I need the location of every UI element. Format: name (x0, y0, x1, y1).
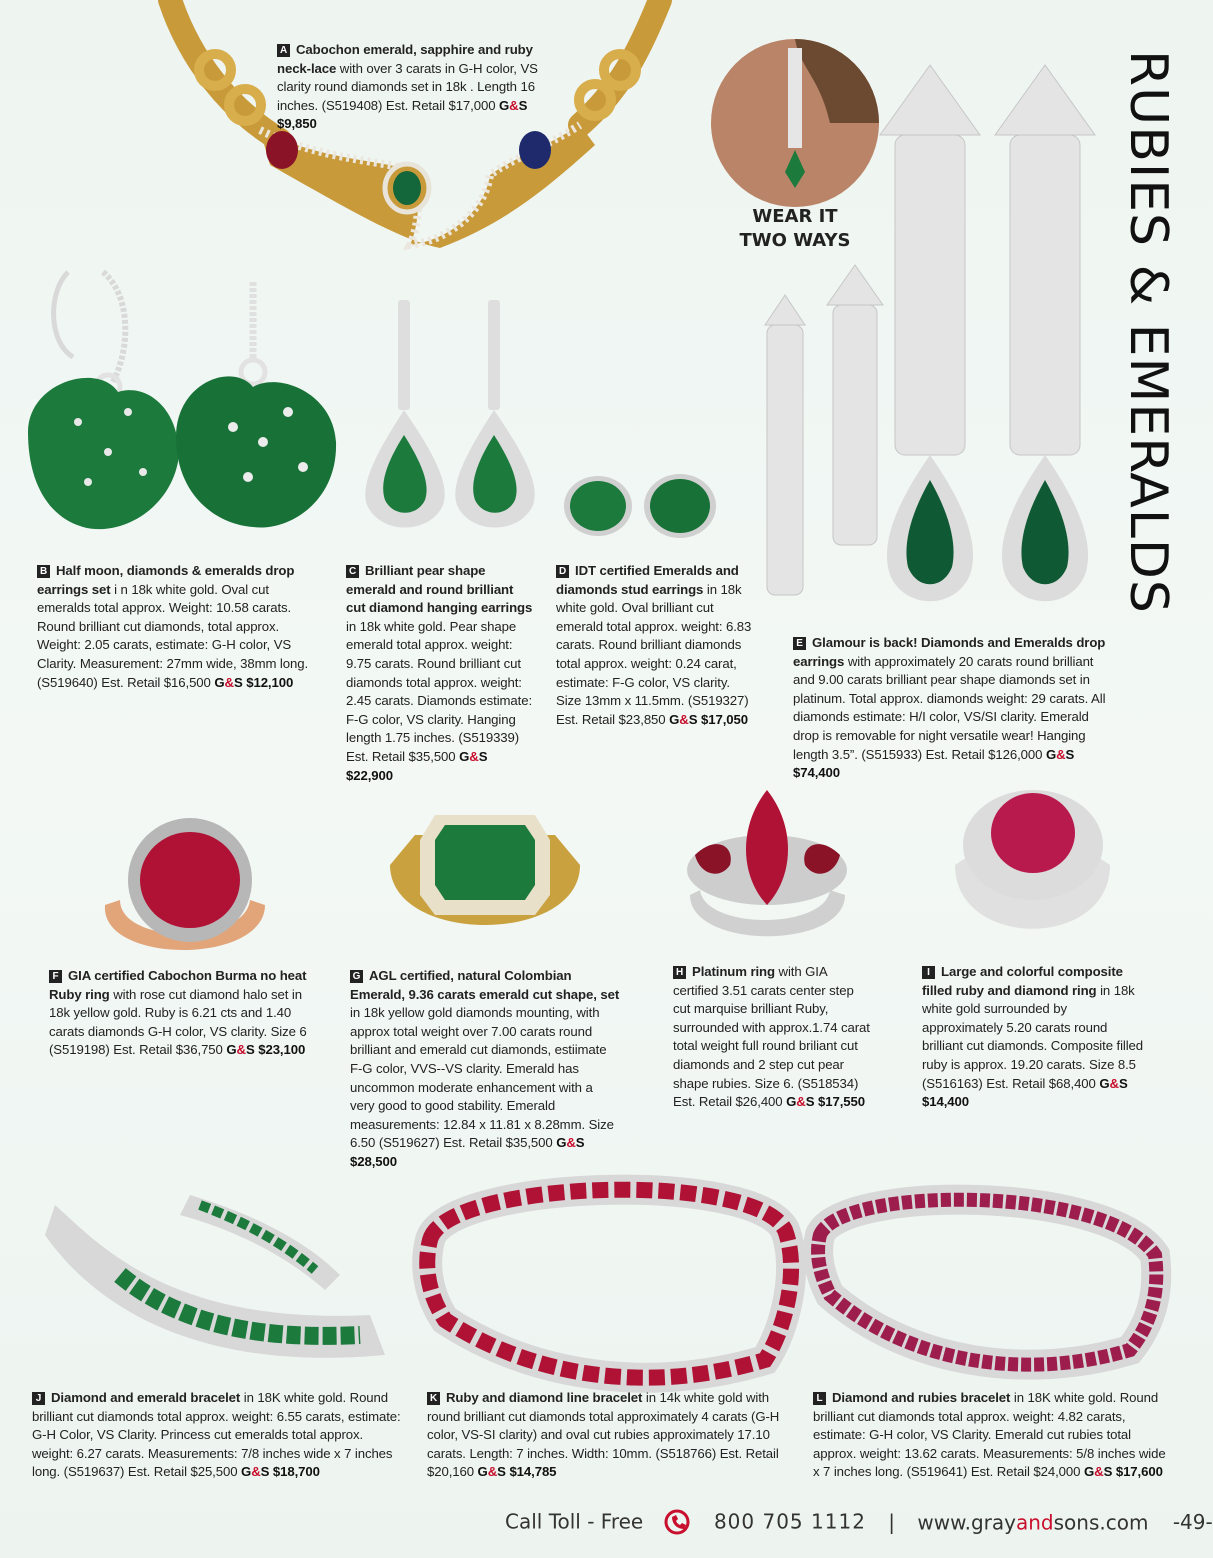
call-label: Call Toll - Free (505, 1509, 644, 1534)
item-e-description: E Glamour is back! Diamonds and Emeralds drop earrings with approximately 20 carats round brilliant and 9.00 carats brilliant pear shape diamonds set in platinum. Total approx. diamonds weight: 29 carats. All diamonds estimate: H/I color, VS/SI clarity. Emerald drop is removable for night versatile wear! Hanging length 3.5”. (S515933) Est. Retail $126,000 G&S $74,400 (793, 635, 1106, 781)
marquise-ruby-ring-image (665, 785, 865, 945)
rubies-bracelet-image (810, 1175, 1165, 1390)
item-j-description: J Diamond and emerald bracelet in 18K white gold. Round brilliant cut diamonds total approx. weight: 6.55 carats, estimate: G-H Color, VS Clarity. Princess cut emeralds total approx. weight: 6.27 carats. Measurements: 7/8 inches wide x 7 inches long. (S519637) Est. Retail $25,500 G&S $18,700 (32, 1390, 401, 1480)
item-d-description: D IDT certified Emeralds and diamonds stud earrings in 18k white gold. Oval brilliant cut emerald total approx. weight: 6.83 carats. Round brilliant diamonds total approx. weight: 0.24 carat, estimate: F-G color, VS clarity. Size 13mm x 11.5mm. (S519327) Est. Retail $23,850 G&S $17,050 (556, 563, 752, 727)
footer-separator: | (888, 1509, 896, 1534)
page-number: -49- (1172, 1509, 1213, 1534)
item-a-description: A Cabochon emerald, sapphire and ruby neck-lace with over 3 carats in G-H color, VS clarity round diamonds set in 18k . Length 16 inches. (S519408) Est. Retail $17,000 G&S $9,850 (277, 42, 538, 132)
item-g-description: G AGL certified, natural Colombian Emerald, 9.36 carats emerald cut shape, set in 18k yellow gold diamonds mounting, with approx total weight over 7.00 carats round brilliant and emerald cut diamonds, estiimate F-G color, VVS--VS clarity. Emerald has uncommon moderate enhancement with a very good to good stability. Emerald measurements: 12.84 x 11.81 x 8.28mm. Size 6.50 (S519627) Est. Retail $35,500 G&S $28,500 (350, 968, 620, 1169)
colombian-emerald-ring-image (385, 795, 585, 960)
item-b-description: B Half moon, diamonds & emeralds drop earrings set i n 18k white gold. Oval cut emeralds total approx. Weight: 10.58 carats. Round brilliant cut diamonds, total approx. Weight: 2.05 carats, estimate: G-H color, VS Clarity. Measurement: 27mm wide, 38mm long. (S519640) Est. Retail $16,500 G&S $12,100 (37, 563, 309, 690)
half-moon-earrings-image (18, 262, 338, 552)
ruby-line-bracelet-image (415, 1160, 800, 1390)
item-c-description: C Brilliant pear shape emerald and round brilliant cut diamond hanging earrings in 18k white gold. Pear shape emerald total approx. weight: 9.75 carats. Round brilliant cut diamonds total approx. weight: 2.45 carats. Diamonds estimate: F-G color, VS clarity. Hanging length 1.75 inches. (S519339) Est. Retail $35,500 G&S $22,900 (346, 563, 533, 783)
item-f-description: F GIA certified Cabochon Burma no heat Ruby ring with rose cut diamond halo set in 18k yellow gold. Ruby is 6.21 cts and 1.40 carats diamonds G-H color, VS clarity. Size 6 (S519198) Est. Retail $36,750 G&S $23,100 (49, 968, 307, 1058)
wear-it-two-ways-label: WEAR IT TWO WAYS (739, 206, 851, 251)
phone-number[interactable]: 800 705 1112 (713, 1509, 866, 1534)
item-h-description: H Platinum ring with GIA certified 3.51 carats center step cut marquise brilliant Ruby, surrounded with approx.1.74 carat total weight full round briliant cut diamonds and 2 step cut pear shape rubies. Size 6. (S518534) Est. Retail $26,400 G&S $17,550 (673, 964, 870, 1110)
website-link[interactable]: www.grayandsons.com (917, 1510, 1149, 1535)
stud-earrings-image (560, 470, 730, 540)
section-title: RUBIES & EMERALDS (1118, 50, 1178, 614)
composite-ruby-ring-image (945, 785, 1120, 955)
burma-ruby-ring-image (95, 815, 275, 965)
footer (505, 1508, 1213, 1538)
glamour-drop-earrings-image (745, 55, 1105, 615)
emerald-bracelet-image (40, 1175, 400, 1385)
pear-shape-earrings-image (355, 295, 535, 535)
item-l-description: L Diamond and rubies bracelet in 18K white gold. Round brilliant cut diamonds total approx. weight: 4.82 carats, estimate: G-H color, VS Clarity. Emerald cut rubies total approx. weight: 13.62 carats. Measurements: 5/8 inches wide x 7 inches long. (S519641) Est. Retail $24,000 G&S $17,600 (813, 1390, 1166, 1480)
phone-icon (664, 1509, 694, 1535)
item-i-description: I Large and colorful composite filled ruby and diamond ring in 18k white gold surrounded by approximately 5.20 carats round brilliant cut diamonds. Composite filled ruby is approx. 19.20 carats. Size 8.5 (S516163) Est. Retail $68,400 G&S $14,400 (922, 964, 1144, 1110)
item-k-description: K Ruby and diamond line bracelet in 14k white gold with round brilliant cut diamonds total approximately 4 carats (G-H color, VS-SI clarity) and oval cut rubies approximately 17.10 carats. Length: 7 inches. Width: 10mm. (S518766) Est. Retail $20,160 G&S $14,785 (427, 1390, 780, 1480)
